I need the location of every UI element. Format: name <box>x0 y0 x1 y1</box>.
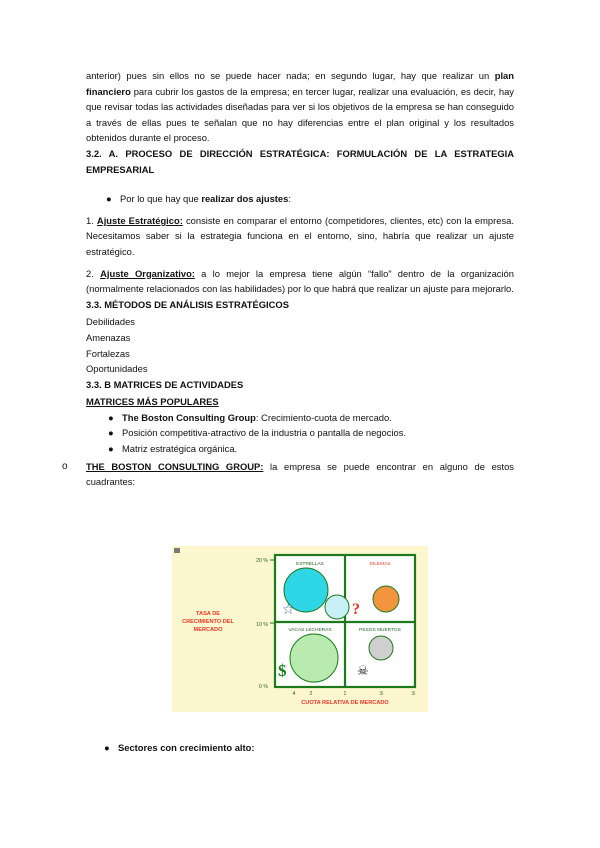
bullet-dot-icon: ● <box>108 443 114 455</box>
bcg-intro-paragraph: o THE BOSTON CONSULTING GROUP: la empresa se puede encontrar en alguno de estos cuadrantes: <box>62 460 514 488</box>
x-tick-label: 1 <box>343 691 347 697</box>
plan-financiero-bold: plan financiero <box>86 70 514 97</box>
quadrant-label-vacas: VACAS LECHERAS <box>288 628 332 633</box>
y-tick-label: 10 % <box>256 622 268 628</box>
star-small-circle <box>325 595 349 619</box>
x-tick-label: 4 <box>292 691 296 697</box>
ajuste-organizativo-paragraph: 2. Ajuste Organizativo: a lo mejor la empresa tiene algún “fallo” dentro de la organización (normalmente relacionados con las habilidades) por lo que habrá que realizar un ajuste para mejorarlo. <box>86 267 514 295</box>
section-33b-title: 3.3. B MATRICES DE ACTIVIDADES <box>86 378 244 390</box>
circle-bullet-icon: o <box>62 460 68 472</box>
list-item: Fortalezas <box>86 347 130 359</box>
y-axis-title-line3: MERCADO <box>193 627 223 633</box>
quadrant-label-estrellas: ESTRELLAS <box>296 562 324 567</box>
section-33-title: 3.3. MÉTODOS DE ANÁLISIS ESTRATÉGICOS <box>86 298 289 310</box>
ajuste-estrategico-paragraph: 1. Ajuste Estratégico: consiste en comparar el entorno (competidores, clientes, etc) con la empresa. Necesitamos saber si la estrategia funciona en el entorno, sino, habría que realizar un ajuste estratégico. <box>86 214 514 257</box>
y-tick-label: 20 % <box>256 558 268 564</box>
bcg-matrix-chart <box>172 546 428 712</box>
analysis-methods-list <box>86 314 514 376</box>
bullet-dot-icon: ● <box>104 742 110 753</box>
bcg-label: THE BOSTON CONSULTING GROUP: <box>86 460 264 472</box>
ajuste-organizativo-label: Ajuste Organizativo: <box>100 267 195 279</box>
list-item: Oportunidades <box>86 363 148 375</box>
list-item: ● Matriz estratégica orgánica. <box>86 441 514 457</box>
list-item: Amenazas <box>86 331 131 343</box>
dilemma-circle <box>373 586 399 612</box>
list-item: Debilidades <box>86 316 135 328</box>
quadrant-label-dilemas: DILEMAS <box>369 562 391 567</box>
skull-icon: ☠ <box>357 664 369 679</box>
y-axis-title-line1: TASA DE <box>196 611 220 617</box>
x-tick-label: .5 <box>378 691 384 697</box>
question-mark-icon: ? <box>352 601 360 618</box>
x-axis-title: CUOTA RELATIVA DE MERCADO <box>301 700 389 706</box>
star-icon: ☆ <box>282 602 295 618</box>
dollar-icon: $ <box>278 661 287 680</box>
matrices-list <box>86 410 514 457</box>
list-item: ● The Boston Consulting Group: Crecimiento-cuota de mercado. <box>86 410 514 426</box>
ajuste-estrategico-label: Ajuste Estratégico: <box>96 214 183 226</box>
sectors-bullet: ● Sectores con crecimiento alto: <box>104 742 255 753</box>
bullet-dot-icon: ● <box>106 193 112 205</box>
x-tick-label: .5 <box>410 691 416 697</box>
bullet-dot-icon: ● <box>108 427 114 439</box>
list-item: ● Posición competitiva-atractivo de la industria o pantalla de negocios. <box>86 425 514 441</box>
dog-circle <box>369 636 393 660</box>
quadrant-label-pesos: PESOS MUERTOS <box>359 628 401 633</box>
matrices-subtitle: MATRICES MÁS POPULARES <box>86 396 219 408</box>
bcg-matrix-svg <box>172 546 428 712</box>
bullet-ajustes: ● Por lo que hay que realizar dos ajustes: <box>86 191 514 207</box>
cash-cow-circle <box>290 634 338 682</box>
y-tick-label: 0 % <box>259 684 268 690</box>
x-tick-label: 2 <box>309 691 313 697</box>
section-32-title: 3.2. A. PROCESO DE DIRECCIÓN ESTRATÉGICA: FORMULACIÓN DE LA ESTRATEGIA EMPRESARIAL <box>86 147 514 175</box>
bullet-dot-icon: ● <box>108 411 114 423</box>
intro-paragraph: anterior) pues sin ellos no se puede hacer nada; en segundo lugar, hay que realizar un plan financiero para cubrir los gastos de la empresa; en tercer lugar, realizar una evaluación, es decir, hay que revisar todas las actividades diseñadas para ver si los objetivos de la empresa se han conseguido a través de ellas pues te señalan que no hay diferencias entre el plan original y los resultados obtenidos durante el proceso. <box>86 70 514 144</box>
document-page <box>62 68 514 490</box>
y-axis-title-line2: CRECIMIENTO DEL <box>182 619 234 625</box>
corner-mark-icon <box>174 548 180 553</box>
